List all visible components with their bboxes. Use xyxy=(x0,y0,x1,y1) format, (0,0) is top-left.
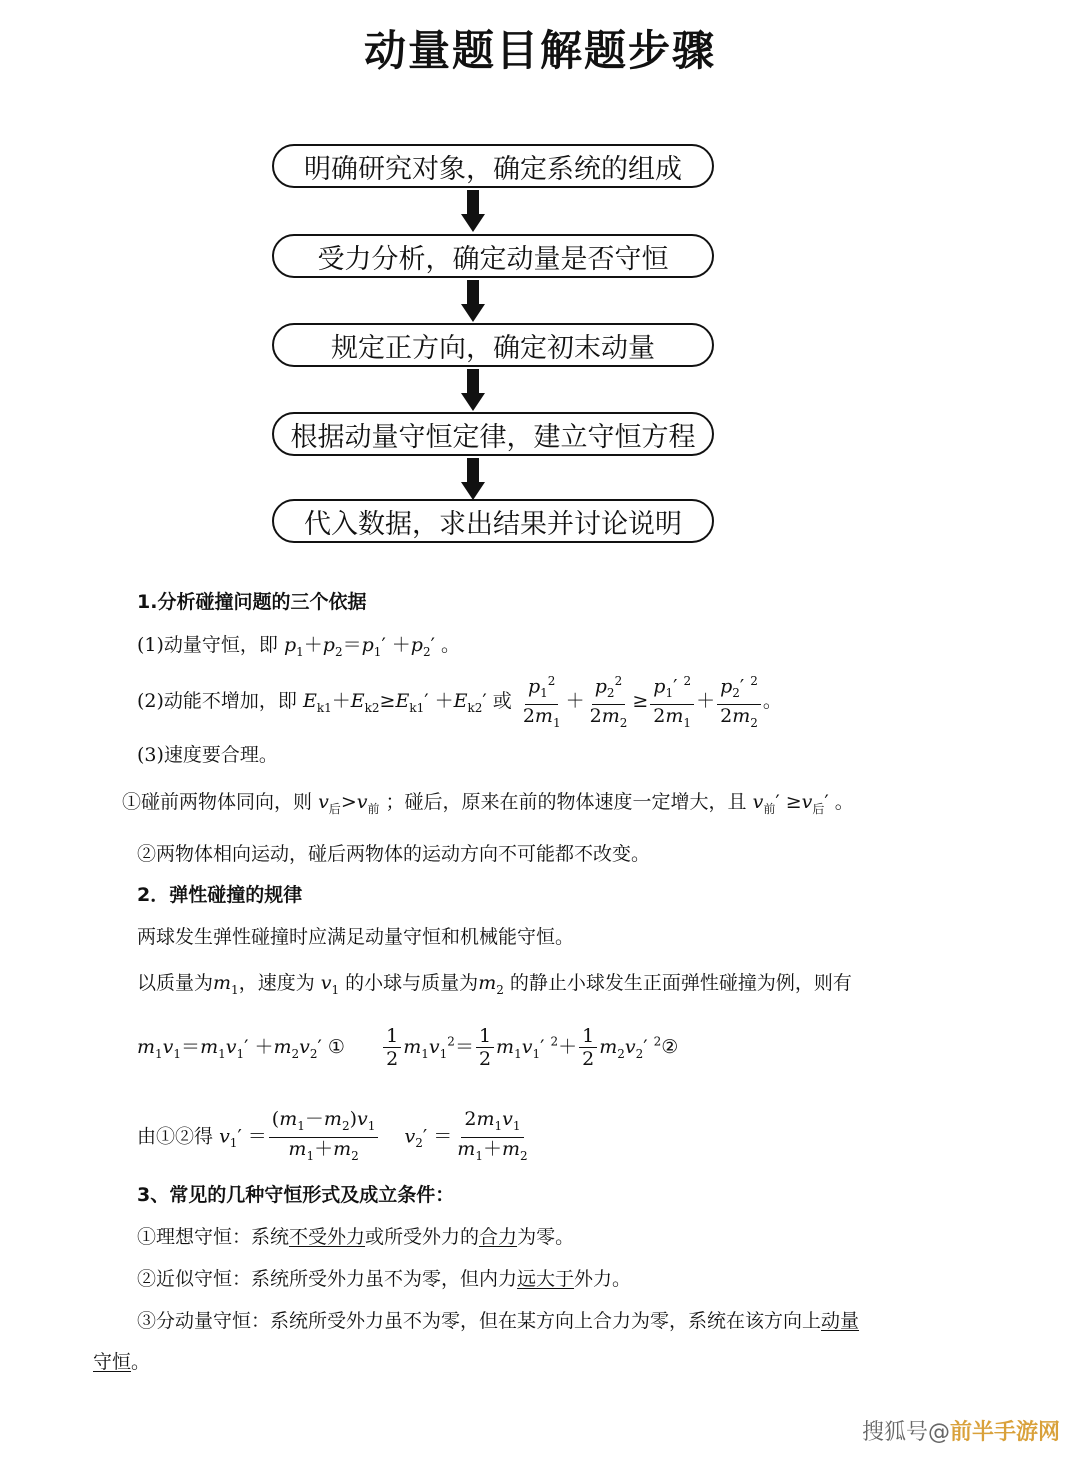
down-arrow-icon xyxy=(461,369,485,411)
fraction: $\frac{1}{2}$ xyxy=(476,1025,494,1070)
elastic-result: 由①②得 $v_1'$ ＝ $\frac{(m_1-m_2)v_1}{m_1+m_2}$ $v_2'$ ＝ $\frac{2m_1v_1}{m_1+m_2}$ xyxy=(137,1108,533,1167)
down-arrow-icon xyxy=(461,190,485,232)
fraction: $\frac{p_1' ^2}{2m_1}$ xyxy=(650,670,694,734)
flow-step-1: 明确研究对象，确定系统的组成 xyxy=(272,144,714,188)
approximate-conservation: ②近似守恒：系统所受外力虽不为零，但内力远大于外力。 xyxy=(137,1268,632,1290)
page-title: 动量题目解题步骤 xyxy=(363,26,716,75)
fraction: $\frac{(m_1-m_2)v_1}{m_1+m_2}$ xyxy=(269,1108,379,1167)
elastic-collision-statement: 两球发生弹性碰撞时应满足动量守恒和机械能守恒。 xyxy=(137,926,575,948)
fraction: $\frac{1}{2}$ xyxy=(579,1025,597,1070)
fraction: $\frac{p_1^2}{2m_1}$ xyxy=(520,670,564,734)
ideal-conservation: ①理想守恒：系统不受外力或所受外力的合力为零。 xyxy=(137,1226,575,1248)
equation-2: $\frac{1}{2}$ $m_1v_1^2=$ $\frac{1}{2}$ $m_1v_1'$ $^2$＋ $\frac{1}{2}$ $m_2v_2'$ $^2$② xyxy=(381,1036,678,1058)
fraction: $\frac{p_2^2}{2m_2}$ xyxy=(587,670,631,734)
down-arrow-icon xyxy=(461,280,485,322)
condition-same-direction: ①碰前两物体同向，则 $v_后>v_前$ ；碰后，原来在前的物体速度一定增大，且 $v_前' \ge v_后'$ 。 xyxy=(122,791,854,816)
fraction: $\frac{p_2' ^2}{2m_2}$ xyxy=(717,670,761,734)
section1-heading: 1.分析碰撞问题的三个依据 xyxy=(137,591,367,613)
elastic-collision-example: 以质量为$m_1$，速度为 $v_1$ 的小球与质量为$m_2$ 的静止小球发生正面弹性碰撞为例，则有 xyxy=(137,972,852,997)
flow-step-4: 根据动量守恒定律，建立守恒方程 xyxy=(272,412,714,456)
component-conservation: ③分动量守恒：系统所受外力虽不为零，但在某方向上合力为零，系统在该方向上动量 xyxy=(137,1310,860,1332)
flow-step-3: 规定正方向，确定初末动量 xyxy=(272,323,714,367)
down-arrow-icon xyxy=(461,458,485,500)
section3-heading: 3、常见的几种守恒形式及成立条件： xyxy=(137,1184,455,1206)
elastic-equations xyxy=(137,1025,678,1070)
momentum-equation: $p_1+p_2=p_1' +p_2'$ 。 xyxy=(283,634,460,659)
section2-heading: 2．弹性碰撞的规律 xyxy=(137,884,303,906)
momentum-conservation-line: (1)动量守恒，即 $p_1+p_2=p_1' +p_2'$ 。 xyxy=(137,634,460,659)
watermark: 搜狐号@前半手游网 xyxy=(861,1420,1060,1445)
component-conservation-cont: 守恒。 xyxy=(93,1351,151,1373)
equation-1: $m_1v_1=m_1v_1' +m_2v_2'$ ① xyxy=(137,1035,345,1061)
kinetic-energy-line: (2)动能不增加，即 $E_{k1}+E_{k2}\ge E_{k1}' +E_{k2}'$ 或 $\frac{p_1^2}{2m_1}$ ＋ $\frac{p_2^2}{2m_2}$ ≥ $\frac{p_1' ^2}{2m_1}$ ＋ $\frac{p_2' ^2}{2m_2}$ 。 xyxy=(137,670,782,734)
condition-opposite-direction: ②两物体相向运动，碰后两物体的运动方向不可能都不改变。 xyxy=(137,843,651,865)
flow-step-5: 代入数据，求出结果并讨论说明 xyxy=(272,499,714,543)
fraction: $\frac{1}{2}$ xyxy=(383,1025,401,1070)
flow-step-2: 受力分析，确定动量是否守恒 xyxy=(272,234,714,278)
velocity-reasonable: (3)速度要合理。 xyxy=(137,744,278,766)
fraction: $\frac{2m_1v_1}{m_1+m_2}$ xyxy=(457,1108,528,1163)
